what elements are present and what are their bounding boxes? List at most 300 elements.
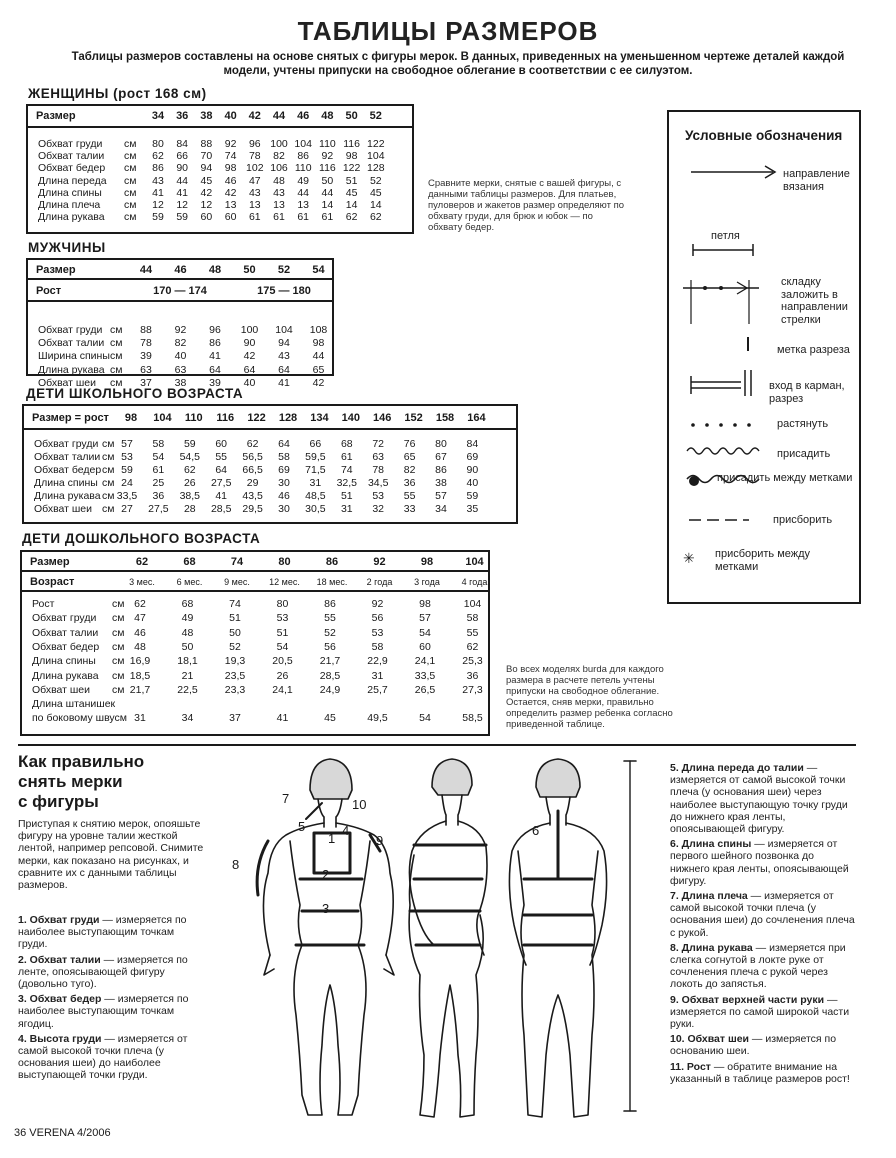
table-cell: 28,5 (319, 669, 341, 682)
table-cell: 76 (403, 438, 416, 450)
table-cell: 36 (152, 490, 165, 502)
size-header: 48 (321, 110, 334, 122)
men-title: МУЖЧИНЫ (28, 240, 106, 255)
ease-wave-icon (685, 444, 761, 458)
table-cell: 24,9 (319, 683, 341, 696)
fig-label-10: 10 (352, 797, 367, 812)
row-label: Обхват груди (34, 438, 99, 450)
table-cell: 108 (309, 324, 328, 336)
table-cell: 38 (174, 376, 187, 389)
table-cell: 39 (140, 350, 152, 363)
table-cell: 104 (275, 324, 293, 336)
table-cell: 78 (140, 337, 152, 350)
legend-item-pocket: вход в карман, разрез (769, 380, 845, 405)
table-cell: 48 (181, 626, 194, 639)
table-cell: 62 (369, 211, 382, 224)
table-cell: 50 (229, 626, 241, 639)
table-cell: 43 (273, 186, 285, 199)
size-header: 42 (248, 110, 261, 122)
table-cell: 96 (209, 324, 221, 336)
size-header: 116 (216, 412, 235, 424)
table-cell: 49 (181, 612, 194, 625)
table-cell: 27,3 (462, 683, 483, 696)
table-cell: 31 (371, 669, 384, 682)
table-cell: 58 (278, 451, 290, 463)
table-cell: 51 (345, 174, 358, 187)
size-header: 48 (208, 264, 222, 276)
page-footer: 36 VERENA 4/2006 (14, 1127, 111, 1139)
row-label: по боковому швусм (32, 712, 128, 725)
table-cell: 61 (152, 464, 165, 476)
arrow-right-icon (689, 164, 779, 180)
size-label: Размер (36, 110, 76, 122)
table-cell: 20,5 (272, 655, 293, 668)
table-cell: 82 (273, 150, 285, 163)
table-cell: 18,1 (177, 655, 198, 668)
table-cell: 27 (121, 503, 133, 515)
subheader-value: 2 года (366, 577, 393, 587)
table-cell: 22,9 (367, 655, 388, 668)
table-cell: 58 (371, 640, 384, 653)
table-cell: 70 (200, 150, 213, 163)
size-header: 104 (153, 412, 172, 424)
subheader-value: 3 года (414, 577, 440, 587)
row-unit: см (124, 138, 137, 150)
row-unit: см (124, 199, 137, 211)
row-label: Длина рукава (38, 363, 105, 376)
table-cell: 55 (324, 612, 336, 625)
table-cell: 59 (176, 211, 189, 224)
table-cell: 98 (345, 150, 358, 163)
table-cell: 66 (309, 438, 322, 450)
table-cell: 46 (278, 490, 290, 502)
table-cell: 53 (276, 612, 289, 625)
row-unit: см (102, 438, 115, 450)
legend-item-loop: петля (711, 230, 740, 242)
stretch-dots-icon (687, 420, 757, 430)
table-cell: 40 (243, 376, 256, 389)
table-cell: 59 (121, 464, 133, 476)
table-cell: 43 (152, 174, 164, 187)
table-cell: 46 (134, 626, 146, 639)
measure-item: 4. Высота груди — измеряется от самой высокой точки плеча (у основания шеи) до наиболее выступающей точки груди. (18, 1032, 188, 1082)
table-cell: 45 (324, 712, 336, 725)
measure-item: 1. Обхват груди — измеряется по наиболее выступающим точкам груди. (18, 914, 187, 951)
row-unit: см (112, 683, 125, 696)
size-header: 50 (243, 264, 256, 276)
table-cell: 92 (371, 598, 384, 610)
table-cell: 12 (152, 199, 164, 211)
table-cell: 30 (278, 503, 290, 515)
table-cell: 32 (372, 503, 385, 515)
school-table (22, 404, 518, 524)
table-cell: 61 (321, 211, 334, 224)
table-cell: 64 (243, 363, 256, 376)
page-title: ТАБЛИЦЫ РАЗМЕРОВ (297, 16, 599, 46)
table-cell: 24,1 (414, 655, 436, 668)
row-label: Длина рукава (34, 490, 101, 502)
row-label: Длина спины (38, 186, 102, 199)
size-header: 152 (404, 412, 423, 424)
page-intro: Таблицы размеров составлены на основе снятых с фигуры мерок. В данных, приведенных на уменьшенном чертеже деталей каждой модели, учтены припуски на свободное облегание в соответствии с ее силуэтом. (71, 51, 845, 77)
table-cell: 50 (181, 640, 194, 653)
gather-dash-icon (687, 516, 751, 524)
table-cell: 128 (367, 162, 385, 175)
subheader-label: Рост (36, 285, 62, 297)
fig-label-6: 6 (532, 823, 540, 838)
row-label: Рост (32, 598, 55, 610)
table-cell: 98 (419, 598, 431, 610)
row-unit: см (124, 174, 137, 187)
fold-arrow-icon (679, 276, 763, 328)
size-header: 122 (247, 412, 266, 424)
table-cell: 69 (466, 451, 479, 463)
table-cell: 12 (200, 199, 213, 211)
size-header: 50 (345, 110, 358, 122)
subheader-value: 4 года (461, 577, 488, 587)
table-cell: 104 (367, 150, 385, 163)
table-cell: 14 (369, 199, 382, 211)
table-cell: 48 (134, 640, 146, 653)
measure-item: 5. Длина переда до талии — измеряется от самой высокой точки плеча (у основания шеи) через наиболее выступающую точку груди до нижнего края ленты, опоясывающей фигуру. (670, 762, 848, 836)
table-cell: 52 (324, 626, 336, 639)
table-cell: 62 (134, 598, 146, 610)
table-cell: 34 (435, 503, 447, 515)
table-cell: 86 (297, 150, 310, 163)
size-header: 92 (373, 556, 386, 568)
row-label: Длина спины (34, 477, 98, 489)
legend-box (667, 110, 861, 604)
subheader-value: 3 мес. (129, 577, 155, 587)
table-cell: 98 (224, 162, 237, 175)
table-cell: 59,5 (305, 451, 326, 463)
size-header: 54 (312, 264, 325, 276)
fig-label-4: 4 (342, 823, 350, 838)
row-label: Обхват шеи (38, 376, 97, 389)
row-unit: см (110, 350, 123, 363)
size-header: 52 (369, 110, 382, 122)
table-cell: 43 (278, 350, 290, 363)
size-label: Размер = рост (32, 412, 109, 424)
table-cell: 54 (419, 712, 431, 725)
size-header: 86 (325, 556, 339, 568)
row-unit: см (110, 363, 123, 376)
table-cell: 62 (466, 640, 479, 653)
measure-item: 2. Обхват талии — измеряется по ленте, опоясывающей фигуру (довольно туго). (18, 953, 188, 991)
size-header: 134 (310, 412, 329, 424)
table-cell: 38 (435, 477, 447, 489)
table-subheader (28, 280, 332, 302)
row-label: Обхват груди (38, 324, 103, 336)
table-cell: 86 (209, 337, 221, 350)
table-subheader (22, 572, 488, 592)
table-cell: 16,9 (129, 655, 151, 668)
table-header (28, 106, 412, 128)
table-cell: 74 (340, 464, 353, 476)
table-cell: 84 (176, 138, 189, 150)
preschool-note: Во всех моделях burda для каждого размера в расчете петель учтены припуски на свободное облегание. Остается, сняв мерки, правильно определить размер ребенка согласно приведенной таблице. (506, 664, 673, 730)
table-cell: 13 (248, 199, 261, 211)
size-header: 44 (272, 110, 286, 122)
size-header: 80 (278, 556, 291, 568)
table-cell: 61 (340, 451, 353, 463)
size-header: 46 (297, 110, 310, 122)
table-cell: 59 (152, 211, 164, 224)
table-cell: 66 (176, 150, 189, 163)
table-cell: 25 (152, 477, 165, 489)
table-cell: 43 (248, 186, 261, 199)
size-header: 34 (151, 110, 165, 122)
table-cell: 92 (174, 324, 187, 336)
row-unit: см (102, 477, 115, 489)
school-title: ДЕТИ ШКОЛЬНОГО ВОЗРАСТА (26, 386, 244, 401)
row-unit: см (102, 451, 115, 463)
row-label: Длина рукава (38, 211, 105, 224)
size-header: 110 (184, 412, 203, 424)
asterisk-icon: ✳ (683, 550, 695, 566)
table-cell: 48 (273, 174, 285, 187)
table-cell: 54 (419, 626, 431, 639)
table-cell: 30 (278, 477, 290, 489)
measure-item: 8. Длина рукава — измеряется при слегка согнутой в локте руке от сочленения плеча с рукой через локоть до запястья. (670, 941, 846, 991)
size-header: 158 (435, 412, 455, 424)
size-header: 46 (174, 264, 187, 276)
cut-mark-icon (743, 336, 753, 352)
table-cell: 55 (215, 451, 228, 463)
size-header: 146 (373, 412, 392, 424)
table-cell: 56 (371, 612, 384, 625)
size-header: 68 (183, 556, 196, 568)
table-cell: 12 (176, 199, 189, 211)
men-table (26, 258, 334, 389)
table-cell: 64 (209, 363, 221, 376)
table-cell: 94 (200, 162, 213, 175)
table-cell: 24 (121, 477, 133, 489)
row-label: Длина штанишек (32, 698, 116, 711)
table-cell: 22,5 (177, 683, 198, 696)
table-cell: 98 (312, 337, 325, 350)
legend-item-ease: присадить (777, 448, 831, 460)
table-cell: 104 (294, 138, 312, 150)
size-header: 128 (278, 412, 298, 424)
row-unit: см (124, 150, 137, 163)
table-cell: 44 (297, 186, 310, 199)
table-cell: 61 (297, 211, 310, 224)
table-cell: 56 (324, 640, 336, 653)
measure-item: 7. Длина плеча — измеряется от самой высокой точки плеча (у основания шеи) до сочленения плеча с рукой. (670, 890, 855, 939)
legend-item-gather-between: присборить между метками (715, 548, 811, 573)
table-cell: 71,5 (305, 464, 326, 476)
table-cell: 78 (248, 150, 261, 163)
table-cell: 116 (343, 138, 360, 150)
row-label: Обхват шеи (32, 683, 91, 696)
table-cell: 52 (369, 174, 382, 187)
table-cell: 66,5 (242, 464, 263, 476)
size-label: Размер (30, 556, 70, 568)
table-cell: 44 (176, 174, 189, 187)
fig-label-7: 7 (282, 791, 290, 806)
legend-item-fold: складку заложить в направлении стрелки (781, 276, 848, 326)
table-cell: 63 (174, 363, 187, 376)
table-cell: 34 (181, 712, 194, 725)
table-cell: 47 (134, 612, 146, 625)
table-cell: 53 (371, 626, 384, 639)
table-cell: 42 (243, 350, 256, 363)
table-cell: 60 (419, 640, 431, 653)
table-cell: 37 (229, 712, 241, 725)
women-title: ЖЕНЩИНЫ (рост 168 см) (28, 86, 207, 101)
table-cell: 49 (297, 174, 310, 187)
table-cell: 48,5 (305, 490, 326, 502)
loop-icon (689, 242, 759, 258)
women-note: Сравните мерки, снятые с вашей фигуры, с данными таблицы размеров. Для платьев, пуловеров и жакетов размер определяют по обхвату груди, для брюк и юбок — по обхвату бедер. (428, 178, 624, 233)
table-cell: 86 (324, 598, 336, 610)
fig-label-5: 5 (298, 819, 306, 834)
legend-item-ease-between: присадить между метками (717, 472, 853, 484)
table-cell: 41 (209, 350, 221, 363)
row-label: Ширина спины (38, 350, 110, 363)
size-header: 40 (224, 110, 237, 122)
table-cell: 102 (246, 162, 264, 175)
table-cell: 96 (248, 138, 261, 150)
table-cell: 90 (176, 162, 189, 175)
table-cell: 45 (369, 186, 382, 199)
row-unit: см (112, 612, 125, 625)
subheader-value: 18 мес. (316, 577, 348, 587)
row-label: Длина переда (38, 174, 107, 187)
table-cell: 84 (466, 438, 479, 450)
table-cell: 86 (152, 162, 164, 175)
table-cell: 23,3 (224, 683, 246, 696)
table-cell: 42 (200, 186, 213, 199)
row-unit: см (112, 669, 125, 682)
howto-right-list (670, 762, 856, 1088)
table-cell: 106 (270, 162, 288, 175)
section-divider (18, 744, 856, 746)
table-cell: 33,5 (414, 669, 436, 682)
table-cell: 13 (297, 199, 310, 211)
table-cell: 78 (372, 464, 385, 476)
subheader-value: 6 мес. (176, 577, 203, 587)
row-unit: см (112, 598, 125, 610)
table-cell: 29,5 (242, 503, 263, 515)
table-cell: 30,5 (305, 503, 326, 515)
table-cell: 34,5 (367, 477, 389, 489)
table-cell: 86 (435, 464, 447, 476)
table-cell: 13 (273, 199, 285, 211)
table-cell: 68 (340, 438, 353, 450)
table-cell: 21 (181, 669, 194, 682)
table-cell: 21,7 (319, 655, 341, 668)
table-cell: 82 (403, 464, 416, 476)
table-cell: 51 (229, 612, 241, 625)
table-cell: 72 (372, 438, 385, 450)
table-cell: 60 (224, 211, 237, 224)
table-cell: 88 (140, 324, 152, 336)
table-cell: 116 (319, 162, 336, 175)
table-cell: 32,5 (336, 477, 358, 489)
table-cell: 46 (224, 174, 237, 187)
row-label: Обхват бедер (32, 640, 100, 653)
table-cell: 44 (312, 350, 325, 363)
row-unit: см (124, 211, 137, 224)
fig-label-9: 9 (376, 833, 384, 848)
table-cell: 80 (276, 598, 289, 610)
fig-label-2: 2 (322, 867, 330, 882)
table-cell: 41 (176, 186, 189, 199)
legend-item-direction: направление вязания (783, 168, 850, 193)
row-label: Обхват талии (32, 626, 99, 639)
table-cell: 31 (134, 712, 146, 725)
table-cell: 61 (273, 211, 285, 224)
table-cell: 62 (345, 211, 358, 224)
table-cell: 37 (140, 376, 152, 389)
women-table (26, 104, 414, 234)
row-label: Длина спины (32, 655, 96, 668)
table-cell: 26 (276, 669, 289, 682)
table-cell: 19,3 (224, 655, 246, 668)
row-label: Длина плеча (38, 199, 101, 211)
legend-title: Условные обозначения (685, 128, 843, 143)
table-cell: 14 (345, 199, 358, 211)
table-cell: 88 (200, 138, 213, 150)
size-header: 44 (139, 264, 153, 276)
table-cell: 58 (466, 612, 479, 625)
table-cell: 64 (278, 438, 290, 450)
fig-label-3: 3 (322, 901, 330, 916)
table-cell: 58,5 (462, 712, 483, 725)
table-cell: 27,5 (210, 477, 232, 489)
dot-icon (687, 474, 701, 488)
table-cell: 59 (466, 490, 479, 502)
size-header: 164 (467, 412, 486, 424)
row-label: Обхват груди (32, 612, 97, 625)
table-cell: 90 (243, 337, 256, 350)
table-cell: 55 (403, 490, 416, 502)
table-cell: 64 (215, 464, 228, 476)
row-label: Обхват талии (34, 451, 101, 463)
legend-item-gather: присборить (773, 514, 833, 526)
measure-item: 6. Длина спины — измеряется от первого шейного позвонка до нижнего края ленты, опоясывающей фигуру. (670, 838, 849, 887)
table-cell: 35 (466, 503, 479, 515)
table-cell: 100 (240, 324, 259, 336)
table-cell: 80 (435, 438, 447, 450)
legend-item-stretch: растянуть (777, 418, 829, 430)
table-cell: 39 (209, 376, 221, 389)
table-cell: 62 (152, 150, 164, 163)
table-cell: 69 (278, 464, 290, 476)
table-cell: 122 (342, 162, 361, 175)
table-cell: 27,5 (148, 503, 169, 515)
table-cell: 90 (466, 464, 479, 476)
row-label: Обхват шеи (34, 503, 93, 515)
table-cell: 41 (276, 712, 289, 725)
table-cell: 59 (183, 438, 196, 450)
table-cell: 110 (319, 138, 336, 150)
table-cell: 65 (312, 363, 325, 376)
size-header: 36 (176, 110, 189, 122)
figure-front (257, 759, 394, 1115)
row-unit: см (102, 503, 115, 515)
figure-side (409, 759, 487, 1117)
table-cell: 25,7 (367, 683, 388, 696)
size-header: 62 (135, 556, 149, 568)
size-header: 74 (230, 556, 244, 568)
row-unit: см (102, 464, 115, 476)
table-cell: 54 (152, 451, 165, 463)
table-cell: 54,5 (179, 451, 201, 463)
size-label: Размер (36, 264, 76, 276)
